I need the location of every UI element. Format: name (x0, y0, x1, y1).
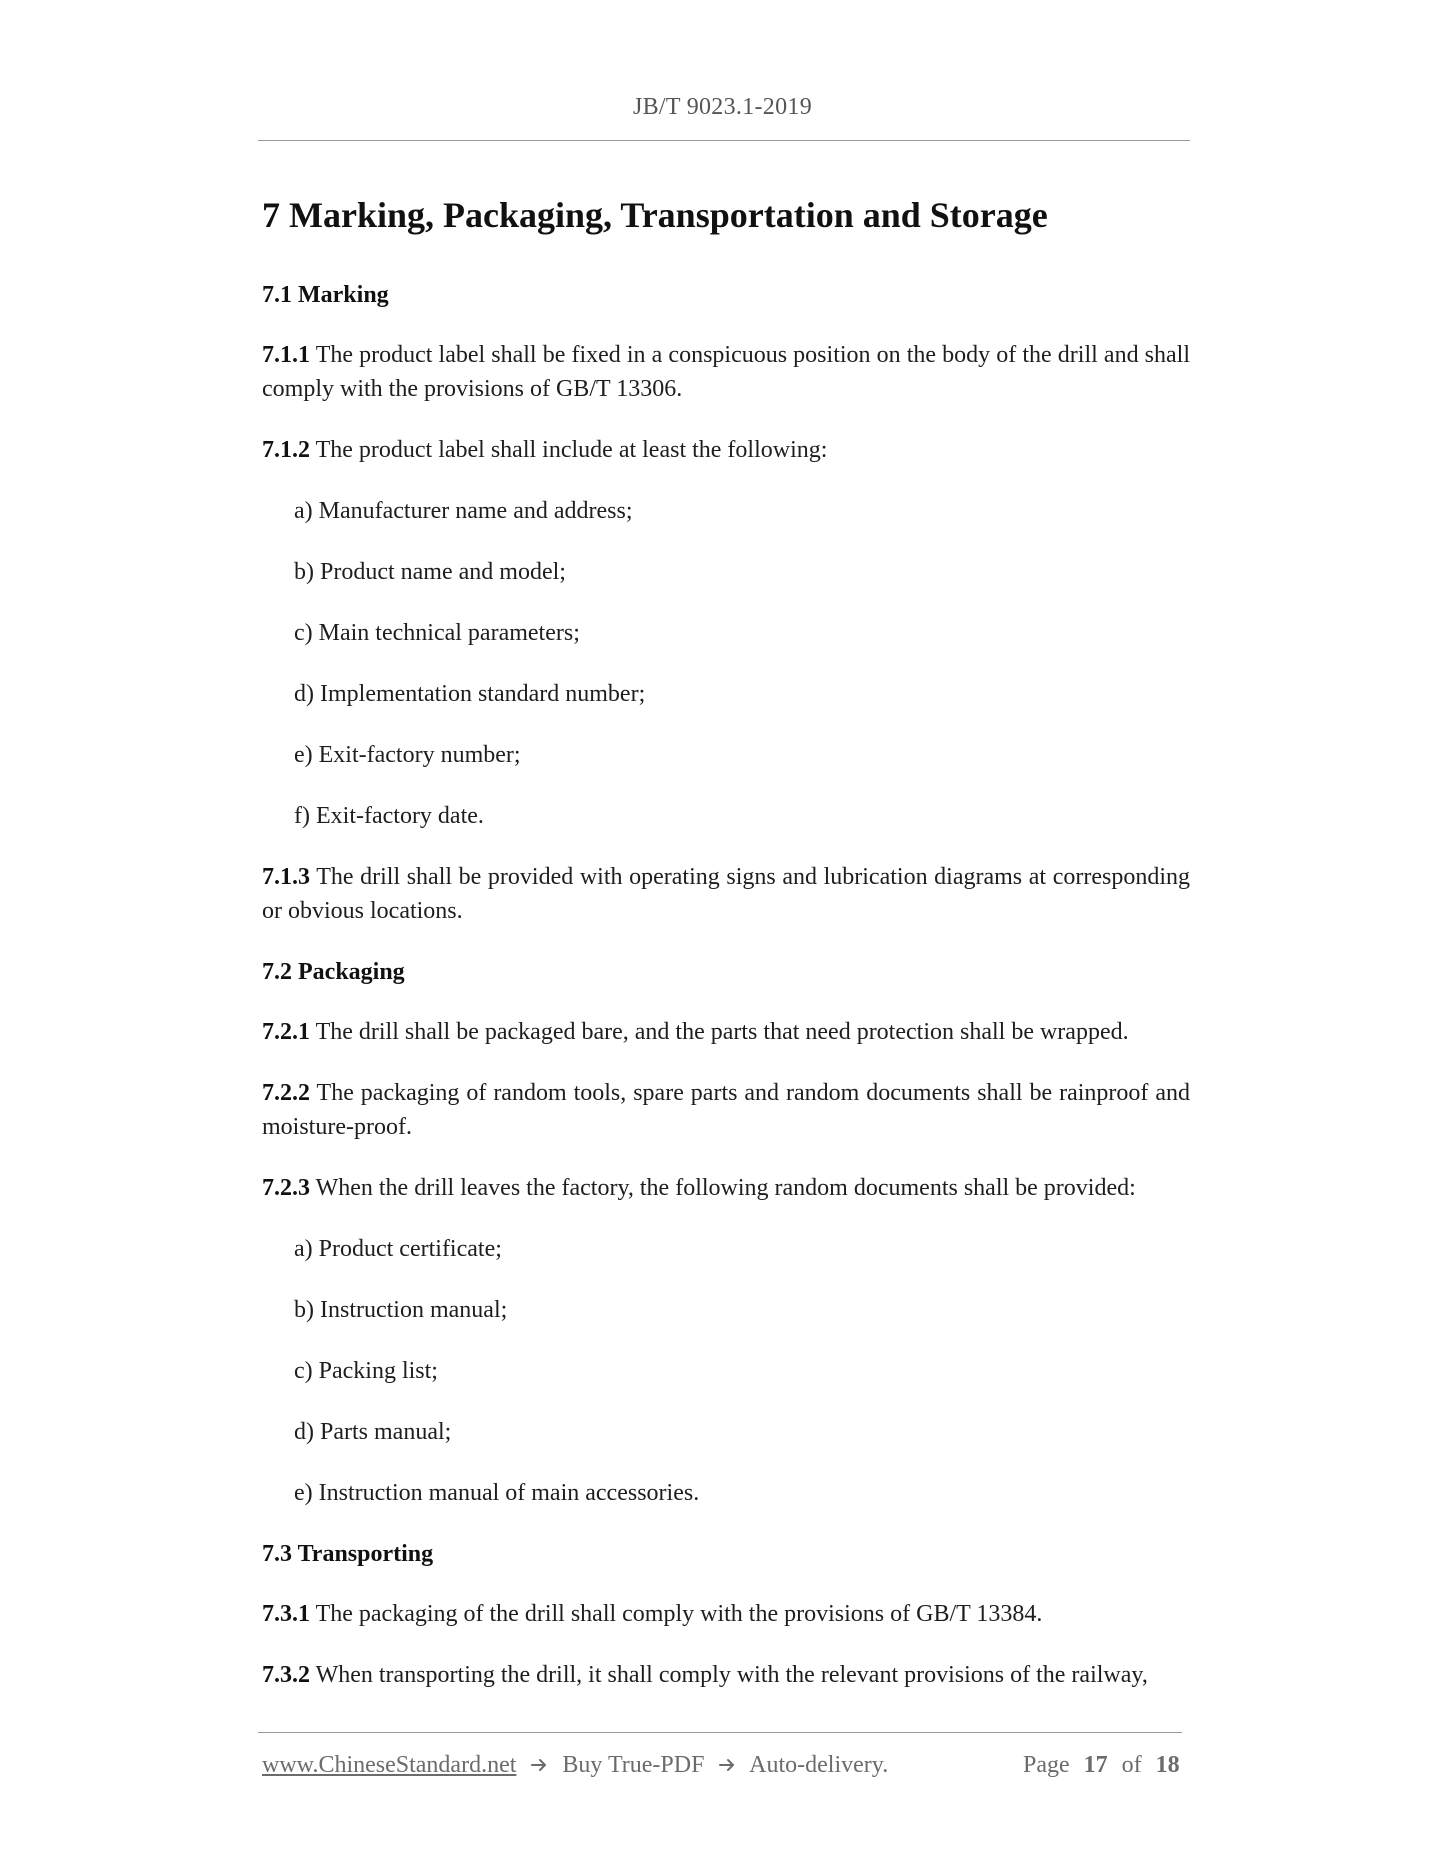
list-item: b) Instruction manual; (294, 1297, 508, 1323)
site-link[interactable]: www.ChineseStandard.net (262, 1752, 517, 1778)
right-arrow-icon (530, 1756, 548, 1774)
clause-7-3-1 (262, 1597, 1190, 1631)
clause-7-1-1 (262, 338, 1190, 406)
page-label: Page (1023, 1752, 1070, 1778)
clause-text: The product label shall be fixed in a conspicuous position on the body of the drill and shall comply with the provisions of GB/T 13306. (262, 342, 1191, 402)
header-doc-id: JB/T 9023.1-2019 (632, 94, 813, 120)
list-item: b) Product name and model; (294, 559, 566, 585)
list-item: e) Instruction manual of main accessories. (294, 1480, 700, 1506)
clause-number: 7.2.3 (262, 1175, 310, 1201)
list-item: a) Product certificate; (294, 1236, 502, 1262)
clause-number: 7.3.1 (262, 1601, 310, 1627)
buy-text: Buy True-PDF (562, 1752, 705, 1778)
list-item: c) Main technical parameters; (294, 620, 580, 646)
clause-text: When transporting the drill, it shall comply with the relevant provisions of the railway, (315, 1662, 1148, 1688)
clause-text: The packaging of the drill shall comply with the provisions of GB/T 13384. (315, 1601, 1043, 1627)
clause-number: 7.1.2 (262, 437, 310, 463)
subsection-heading-7-3: 7.3 Transporting (262, 1541, 434, 1567)
list-item: d) Parts manual; (294, 1419, 452, 1445)
header-divider (258, 140, 1190, 141)
footer-divider (258, 1732, 1182, 1733)
list-item: a) Manufacturer name and address; (294, 498, 633, 524)
clause-number: 7.1.3 (262, 864, 310, 890)
clause-7-2-1 (262, 1015, 1190, 1049)
clause-number: 7.3.2 (262, 1662, 310, 1688)
clause-text: The drill shall be provided with operating signs and lubrication diagrams at corresponding or obvious locations. (262, 864, 1190, 924)
clause-number: 7.1.1 (262, 342, 310, 368)
clause-7-2-2 (262, 1076, 1190, 1144)
page-content (262, 190, 1190, 1719)
list-item: d) Implementation standard number; (294, 681, 646, 707)
clause-7-2-3 (262, 1171, 1190, 1205)
delivery-text: Auto-delivery. (749, 1752, 889, 1778)
page-number (1023, 1752, 1188, 1779)
clause-text: The packaging of random tools, spare parts and random documents shall be rainproof and moisture-proof. (262, 1080, 1190, 1140)
clause-7-1-2 (262, 433, 1190, 467)
subsection-heading-7-2: 7.2 Packaging (262, 959, 405, 985)
subsection-heading-7-1: 7.1 Marking (262, 282, 389, 308)
list-item: c) Packing list; (294, 1358, 438, 1384)
footer-links (262, 1752, 888, 1779)
clause-number: 7.2.1 (262, 1019, 310, 1045)
current-page: 17 (1083, 1752, 1108, 1778)
clause-number: 7.2.2 (262, 1080, 310, 1106)
right-arrow-icon (718, 1756, 736, 1774)
clause-text: When the drill leaves the factory, the following random documents shall be provided: (315, 1175, 1136, 1201)
of-label: of (1121, 1752, 1142, 1778)
clause-7-3-2 (262, 1658, 1190, 1692)
clause-text: The drill shall be packaged bare, and the parts that need protection shall be wrapped. (315, 1019, 1129, 1045)
total-pages: 18 (1155, 1752, 1180, 1778)
list-item: e) Exit-factory number; (294, 742, 521, 768)
section-title: 7 Marking, Packaging, Transportation and Storage (262, 195, 1048, 235)
list-item: f) Exit-factory date. (294, 803, 484, 829)
clause-7-1-3 (262, 860, 1190, 928)
clause-text: The product label shall include at least the following: (315, 437, 828, 463)
